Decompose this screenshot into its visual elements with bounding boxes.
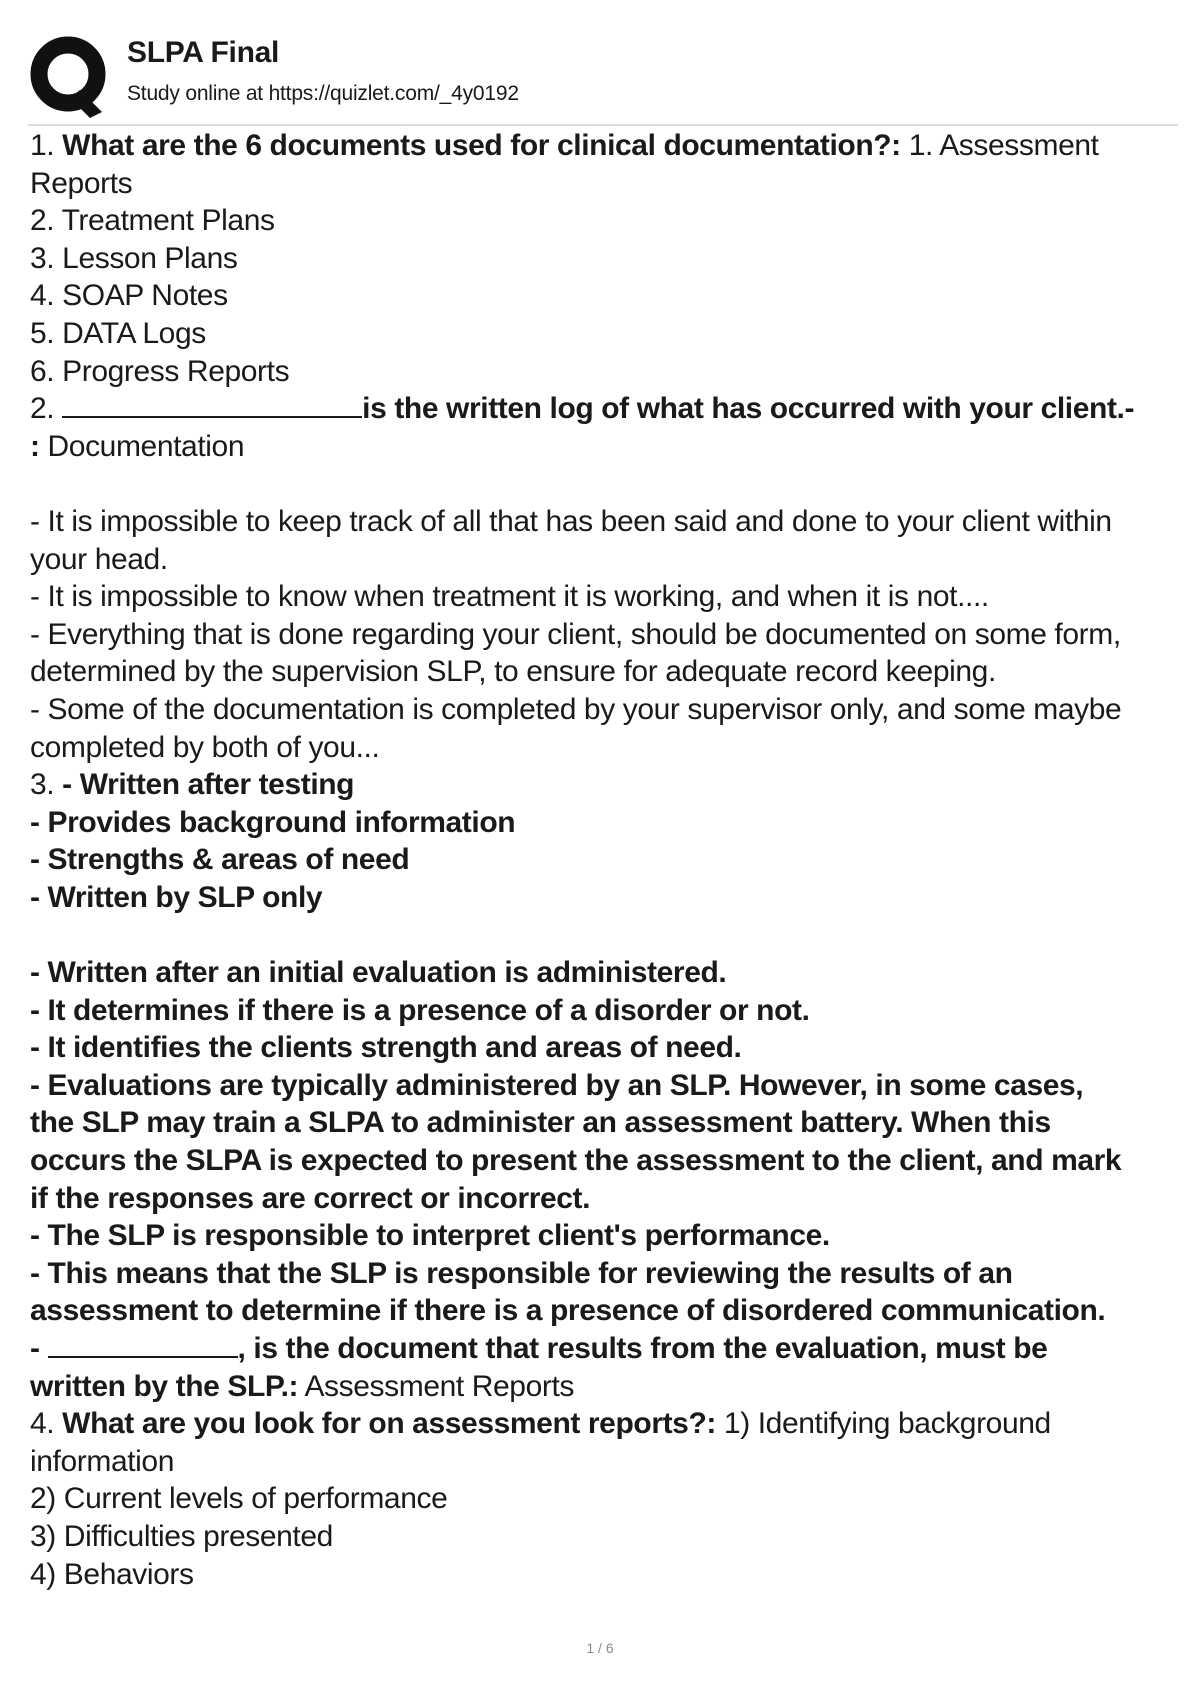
card-1-answer-start: 1. Assessment [908, 129, 1099, 162]
card-3-question-line: if the responses are correct or incorrect. [30, 1181, 591, 1215]
card-3-answer: Assessment Reports [304, 1369, 575, 1403]
card-3-question-line: - Provides background information [30, 805, 516, 839]
card-3-question-line: - It identifies the clients strength and areas of need. [30, 1031, 742, 1065]
card-2-answer-line: - Everything that is done regarding your client, should be documented on some form, [30, 617, 1121, 651]
card-4-answer-line: 3) Difficulties presented [30, 1519, 333, 1553]
card-3-answer-line: written by the SLP.: Assessment Reports [30, 1369, 575, 1403]
card-2-answer-line: your head. [30, 542, 168, 576]
card-1-answer-line: 2. Treatment Plans [30, 204, 275, 238]
card-1-answer-line: 5. DATA Logs [30, 316, 206, 350]
document-title: SLPA Final [127, 36, 280, 69]
card-3-question-line: - Written by SLP only [30, 880, 323, 914]
card-2-answer-line: determined by the supervision SLP, to ensure for adequate record keeping. [30, 655, 996, 689]
card-3-question-line: occurs the SLPA is expected to present the assessment to the client, and mark [30, 1144, 1122, 1178]
card-3-question-line: - Written after an initial evaluation is administered. [30, 956, 727, 990]
study-online-link[interactable]: Study online at https://quizlet.com/_4y0192 [127, 82, 519, 105]
card-2-answer-line: - It is impossible to know when treatment it is working, and when it is not.... [30, 580, 989, 614]
card-3-blank-line: - , is the document that results from the evaluation, must be [30, 1332, 1048, 1365]
card-4-question: What are you look for on assessment reports?: [62, 1407, 716, 1441]
quizlet-logo-icon [30, 34, 110, 119]
card-3-question-line: assessment to determine if there is a presence of disordered communication. [30, 1294, 1106, 1328]
card-3-question-line: - Strengths & areas of need [30, 843, 410, 877]
card-3-question-line: - The SLP is responsible to interpret client's performance. [30, 1219, 830, 1253]
page-number: 1 / 6 [586, 1640, 614, 1656]
card-1-question: What are the 6 documents used for clinical documentation?: [62, 129, 901, 162]
fill-in-blank [48, 1330, 238, 1358]
card-3-question-line: the SLP may train a SLPA to administer an assessment battery. When this [30, 1106, 1051, 1140]
card-3-question-line: - This means that the SLP is responsible for reviewing the results of an [30, 1256, 1013, 1290]
header-divider [28, 124, 1178, 126]
card-1-answer-line: Reports [30, 166, 133, 200]
card-4-question-line: 4. What are you look for on assessment reports?: 1) Identifying background [30, 1407, 1051, 1441]
card-3-question-line: 3. - Written after testing [30, 768, 355, 802]
spacer [30, 916, 1180, 954]
fill-in-blank [62, 390, 362, 418]
page-header [30, 32, 1180, 124]
card-1-answer-line: 4. SOAP Notes [30, 279, 228, 313]
card-3-question-line: - Evaluations are typically administered by an SLP. However, in some cases, [30, 1068, 1084, 1102]
flashcard-list [30, 127, 1180, 1593]
card-2-answer-start: Documentation [47, 429, 245, 463]
card-4-answer-line: 4) Behaviors [30, 1557, 194, 1591]
card-4-answer-start: 1) Identifying background [723, 1407, 1051, 1441]
card-1-answer-line: 3. Lesson Plans [30, 241, 238, 275]
card-1-question-line: 1. What are the 6 documents used for clinical documentation?: 1. Assessment [30, 129, 1099, 162]
card-2-answer-line: - It is impossible to keep track of all that has been said and done to your client within [30, 504, 1112, 538]
card-2-answer-line: completed by both of you... [30, 730, 380, 764]
card-2-answer-start-line: : Documentation [30, 429, 245, 463]
card-4-answer-line: 2) Current levels of performance [30, 1482, 448, 1516]
card-2-answer-line: - Some of the documentation is completed by your supervisor only, and some maybe [30, 692, 1122, 726]
card-2-question: is the written log of what has occurred with your client.- [362, 392, 1135, 426]
card-2-question-line: 2. is the written log of what has occurred with your client.- [30, 392, 1135, 426]
card-1-answer-line: 6. Progress Reports [30, 354, 290, 388]
card-4-answer-line: information [30, 1444, 175, 1478]
spacer [30, 465, 1180, 503]
card-3-question-line: - It determines if there is a presence of a disorder or not. [30, 993, 810, 1027]
